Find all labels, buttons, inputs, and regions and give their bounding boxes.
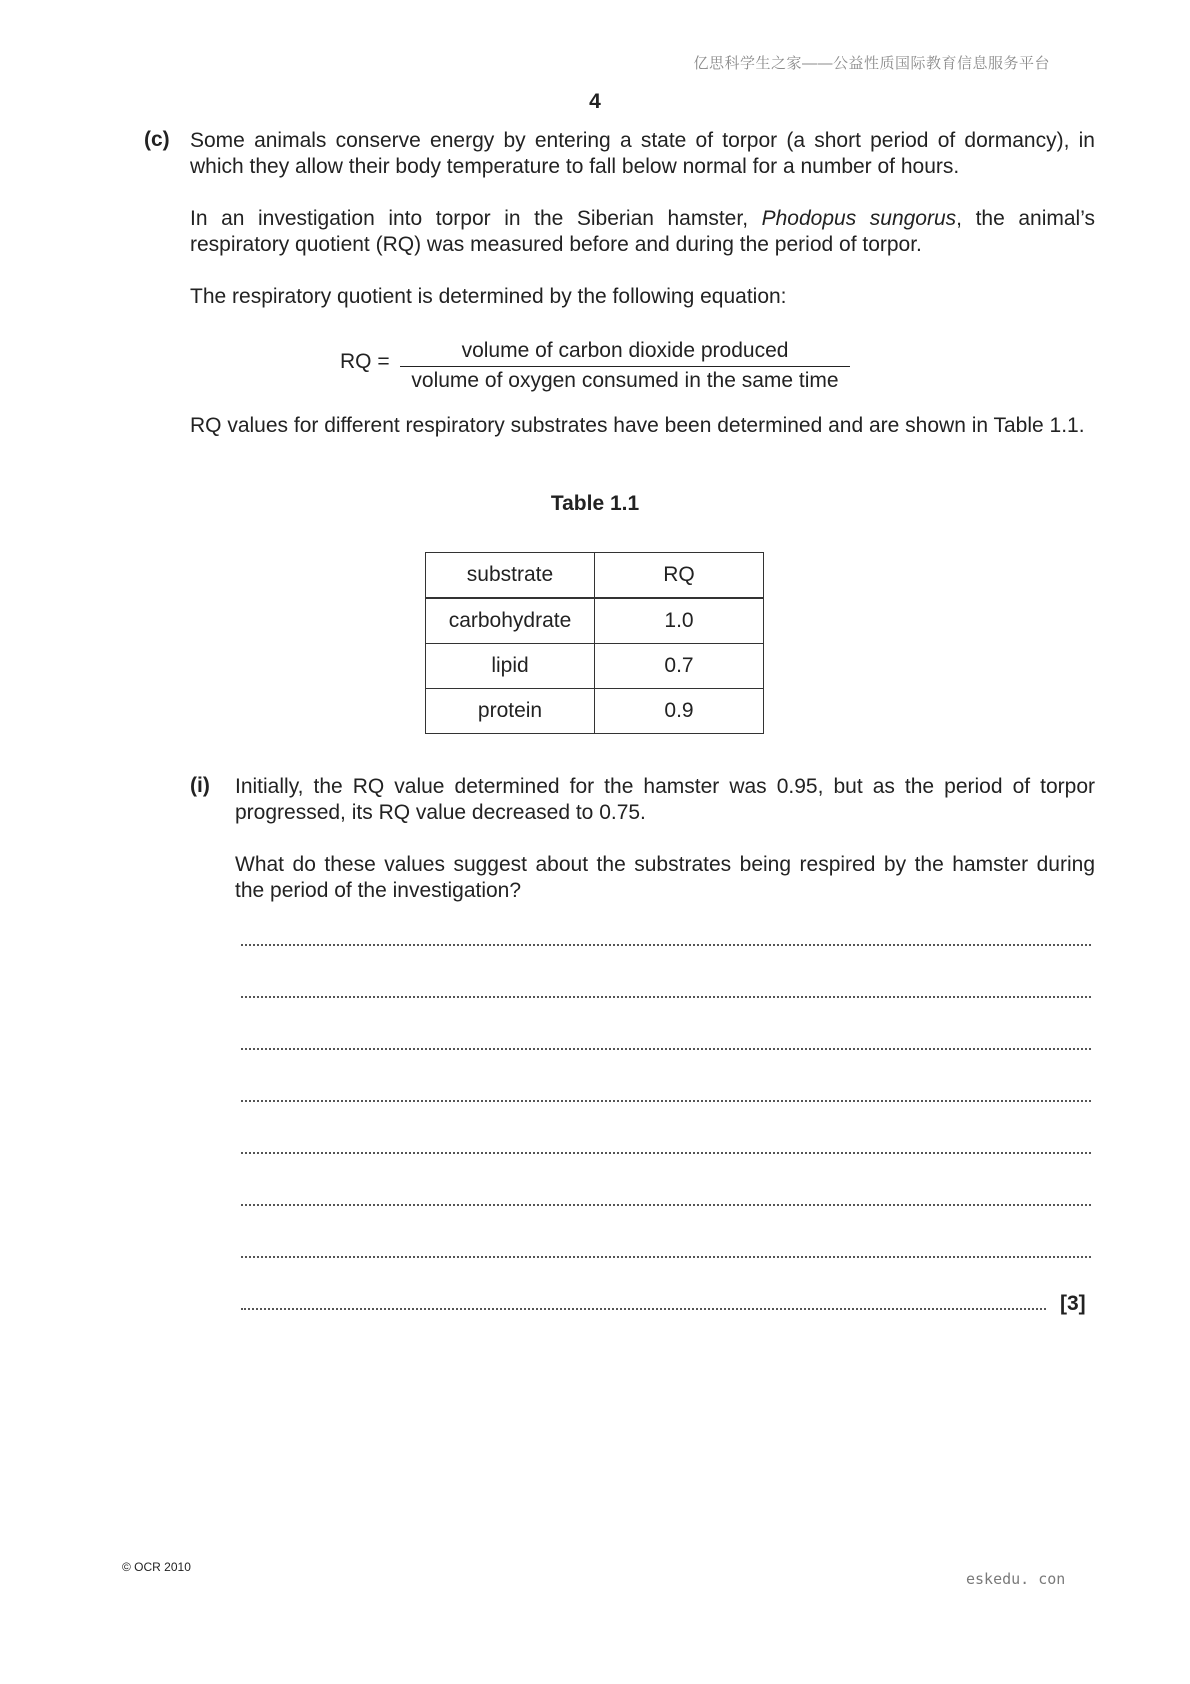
site-watermark: eskedu. con (966, 1570, 1066, 1588)
part-label: (c) (144, 128, 170, 151)
answer-line-1[interactable] (241, 944, 1091, 946)
rq-cell: 1.0 (595, 598, 764, 644)
answer-line-7[interactable] (241, 1256, 1091, 1258)
table-title: Table 1.1 (550, 492, 640, 515)
equation-denominator: volume of oxygen consumed in the same time (411, 369, 839, 392)
investigation-text-before: In an investigation into torpor in the Siberian hamster, (190, 207, 762, 230)
table-row (426, 689, 764, 734)
answer-line-4[interactable] (241, 1100, 1091, 1102)
intro-paragraph: Some animals conserve energy by entering a state of torpor (a short period of dormancy), in which they allow their body temperature to fall below normal for a number of hours. (190, 129, 1095, 178)
answer-line-8[interactable] (241, 1308, 1046, 1310)
rq-cell: 0.7 (595, 644, 764, 689)
subquestion-statement: Initially, the RQ value determined for the hamster was 0.95, but as the period of torpor progressed, its RQ value decreased to 0.75. (235, 775, 1095, 824)
table-header-rq: RQ (595, 553, 764, 599)
answer-line-3[interactable] (241, 1048, 1091, 1050)
rq-equation (340, 338, 860, 398)
table-header-substrate: substrate (426, 553, 595, 599)
substrate-cell: protein (426, 689, 595, 734)
table-row (426, 644, 764, 689)
answer-line-6[interactable] (241, 1204, 1091, 1206)
rq-table (425, 552, 764, 734)
table-header-row (426, 553, 764, 599)
equation-numerator: volume of carbon dioxide produced (461, 339, 789, 362)
equation-lhs: RQ = (340, 350, 390, 373)
watermark-header: 亿思科学生之家——公益性质国际教育信息服务平台 (693, 55, 1050, 72)
copyright-footer: © OCR 2010 (122, 1560, 191, 1574)
investigation-text-after: , the animal’s respiratory quotient (RQ) was measured before and during the period of torpor. (190, 207, 1095, 256)
table-row (426, 598, 764, 644)
investigation-paragraph (190, 206, 1095, 258)
page-number: 4 (589, 90, 601, 113)
answer-line-2[interactable] (241, 996, 1091, 998)
substrate-cell: carbohydrate (426, 598, 595, 644)
subquestion-label: (i) (190, 774, 210, 797)
equation-intro: The respiratory quotient is determined by the following equation: (190, 285, 787, 308)
fraction-bar (400, 366, 850, 367)
subquestion-prompt: What do these values suggest about the substrates being respired by the hamster during the period of the investigation? (235, 853, 1095, 902)
marks-badge: [3] (1060, 1292, 1086, 1315)
answer-line-5[interactable] (241, 1152, 1091, 1154)
rq-cell: 0.9 (595, 689, 764, 734)
species-name: Phodopus sungorus (761, 207, 957, 230)
substrate-cell: lipid (426, 644, 595, 689)
table-intro-paragraph: RQ values for different respiratory substrates have been determined and are shown in Table 1.1. (190, 414, 1085, 437)
